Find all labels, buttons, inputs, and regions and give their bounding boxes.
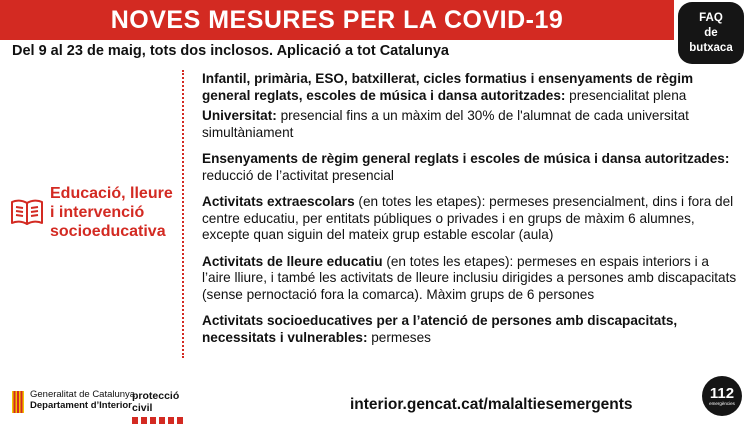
measure-heading: Activitats socioeducatives per a l’atenció de persones amb discapacitats, necessitats i vulnerables: (202, 313, 678, 345)
measure-item-extracurricular (202, 194, 737, 244)
measure-text: presencialitat plena (565, 87, 687, 103)
measure-text: (en totes les etapes): permeses en espais interiors i a l’aire lliure, i també les activitats de lleure inclusiu dirigides a persones amb discapacitats (sense pernoctació fora la comarca). Màxim grups de 6 persones (202, 253, 737, 302)
generalitat-logo-icon (12, 391, 24, 413)
measure-item-leisure (202, 254, 737, 304)
emergency-112-badge (702, 376, 742, 416)
badge-subtext: emergències (709, 400, 735, 406)
proteccio-civil-name: protecció civil (132, 390, 180, 414)
website-link[interactable]: interior.gencat.cat/malaltiesemergents (350, 396, 633, 413)
generalitat-logo (30, 389, 135, 411)
page-title: NOVES MESURES PER LA COVID-19 (110, 5, 564, 34)
measure-text: presencial fins a un màxim del 30% de l'alumnat de cada universitat simultàniament (202, 108, 689, 140)
measure-text: reducció de l’activitat presencial (202, 167, 394, 183)
book-icon (10, 197, 44, 227)
faq-line-2: de (704, 26, 718, 39)
faq-line-1: FAQ (699, 11, 723, 24)
header-banner (0, 0, 674, 40)
date-subtitle: Del 9 al 23 de maig, tots dos inclosos. Aplicació a tot Catalunya (12, 43, 449, 59)
measure-heading: Infantil, primària, ESO, batxillerat, cicles formatius i ensenyaments de règim general reglats, escoles de música i dansa autoritzades: (202, 71, 694, 103)
measure-heading: Activitats de lleure educatiu (202, 253, 383, 269)
measure-item-regulated-teaching (202, 151, 737, 184)
proteccio-civil-logo (132, 390, 198, 424)
faq-badge (678, 2, 744, 64)
measure-heading: Ensenyaments de règim general reglats i escoles de música i dansa autoritzades: (202, 151, 730, 166)
measure-item-university (202, 108, 737, 141)
faq-line-3: butxaca (689, 41, 733, 54)
measure-text: permeses (367, 329, 431, 345)
measure-item-schools (202, 71, 737, 104)
measure-text: (en totes les etapes): permeses presencialment, dins i fora del centre educatiu, per entitats públiques o privades i en grups de màxim 6 alumnes, excepte quan siguin del mateix grup estable escolar (aula) (202, 194, 734, 242)
category-block (10, 172, 178, 252)
generalitat-name: Generalitat de Catalunya (30, 389, 136, 400)
department-name: Departament d’Interior (30, 400, 132, 411)
stripes-icon (132, 417, 198, 424)
badge-number: 112 (709, 384, 735, 402)
footer (0, 376, 750, 420)
measure-item-socioeducational (202, 313, 737, 346)
measures-list (202, 71, 737, 356)
measure-heading: Universitat: (202, 108, 277, 123)
dotted-divider (182, 70, 184, 358)
measure-heading: Activitats extraescolars (202, 194, 355, 209)
category-label: Educació, lleure i intervenció socioeducativa (50, 184, 173, 240)
